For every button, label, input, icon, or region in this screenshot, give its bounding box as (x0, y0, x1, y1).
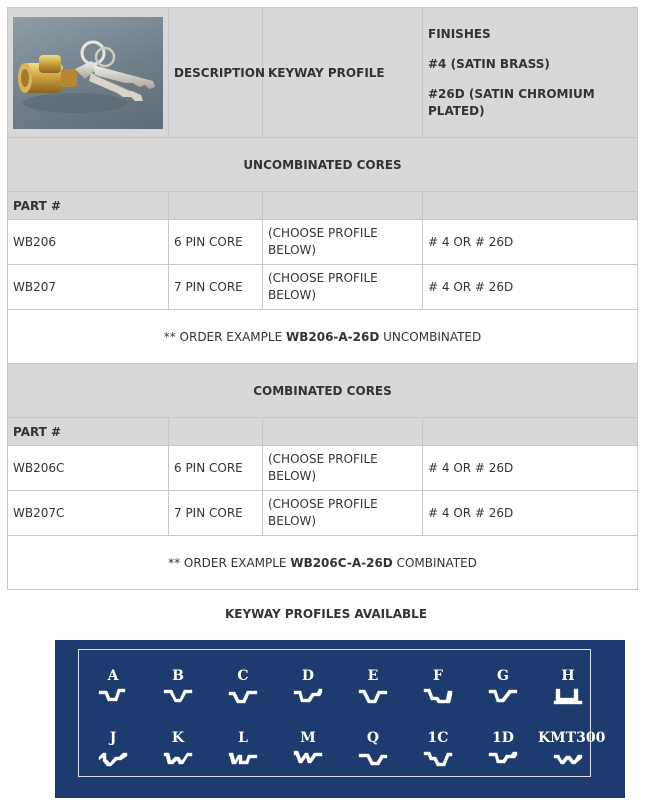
finishes-label: FINISHES (428, 26, 491, 41)
combinated-section-row (8, 364, 638, 418)
table-row (8, 446, 638, 491)
keyway-profile-label: F (433, 668, 443, 684)
keyway-profile-j (83, 730, 143, 769)
keyway-profile-label: D (301, 668, 315, 684)
keyway-profile-label: K (171, 730, 185, 746)
part-finish: # 4 OR # 26D (423, 265, 638, 310)
finish-satin-brass: #4 (SATIN BRASS) (428, 56, 550, 71)
uncombinated-part-header-row (8, 192, 638, 220)
keyway-profile-label: E (367, 668, 379, 684)
keyway-profile-shape (422, 685, 454, 707)
keyway-profile-q (343, 730, 403, 769)
part-profile: (CHOOSE PROFILE BELOW) (263, 265, 423, 310)
keyway-profiles-panel (55, 640, 625, 798)
keyway-profile-1d (473, 730, 533, 769)
keyway-profile-header: KEYWAY PROFILE (263, 8, 423, 138)
part-description: 7 PIN CORE (169, 265, 263, 310)
part-finish: # 4 OR # 26D (423, 220, 638, 265)
keyway-profiles-frame (78, 649, 606, 777)
keyway-profile-shape (552, 685, 584, 707)
part-number-header: PART # (8, 418, 169, 446)
order-example-suffix: COMBINATED (392, 555, 477, 570)
keyway-profile-label: B (172, 668, 184, 684)
keyway-profile-shape (422, 747, 454, 769)
keyway-profile-label: C (237, 668, 249, 684)
keyway-profile-shape (162, 685, 194, 707)
keyway-profile-k (148, 730, 208, 769)
keyway-profile-1c (408, 730, 468, 769)
order-example-suffix: UNCOMBINATED (379, 329, 482, 344)
combinated-part-header-row (8, 418, 638, 446)
keyway-profile-shape (292, 747, 324, 769)
part-number-header: PART # (8, 192, 169, 220)
keyway-profile-f (408, 668, 468, 707)
keyway-profile-label: 1C (427, 730, 449, 746)
keyway-profile-l (213, 730, 273, 769)
uncombinated-section-title: UNCOMBINATED CORES (8, 138, 638, 192)
keyway-profile-label: A (107, 668, 119, 684)
keyway-profile-shape (97, 685, 129, 707)
keyway-profile-label: H (561, 668, 575, 684)
keyway-profile-a (83, 668, 143, 707)
keyway-profile-label: L (238, 730, 248, 746)
keyway-profile-shape (357, 685, 389, 707)
keyway-profile-g (473, 668, 533, 707)
keyway-profile-label: KMT300 (538, 730, 606, 746)
keyway-profile-shape (487, 747, 519, 769)
part-description: 6 PIN CORE (169, 446, 263, 491)
product-table (7, 7, 638, 590)
table-row (8, 265, 638, 310)
keyway-profile-shape (552, 747, 584, 769)
finishes-header (423, 8, 638, 138)
keyway-profile-shape (227, 747, 259, 769)
part-number: WB207C (8, 491, 169, 536)
keyway-profile-shape (162, 747, 194, 769)
part-profile: (CHOOSE PROFILE BELOW) (263, 491, 423, 536)
keyway-profile-kmt300 (538, 730, 606, 769)
header-row (8, 8, 638, 138)
order-example-code: WB206C-A-26D (290, 555, 393, 570)
uncombinated-order-example-row (8, 310, 638, 364)
keyway-profile-shape (227, 685, 259, 707)
keyway-profile-shape (487, 685, 519, 707)
part-number: WB206C (8, 446, 169, 491)
combinated-section-title: COMBINATED CORES (8, 364, 638, 418)
table-row (8, 220, 638, 265)
order-example (8, 536, 638, 590)
finish-satin-chromium: #26D (SATIN CHROMIUM PLATED) (428, 86, 595, 118)
order-example-prefix: ** ORDER EXAMPLE (163, 329, 286, 344)
part-profile: (CHOOSE PROFILE BELOW) (263, 446, 423, 491)
key-core-image (13, 17, 163, 129)
keyway-profile-shape (292, 685, 324, 707)
table-row (8, 491, 638, 536)
keyway-profiles-title: KEYWAY PROFILES AVAILABLE (224, 607, 428, 621)
keyway-profile-b (148, 668, 208, 707)
part-number: WB206 (8, 220, 169, 265)
keyway-profile-c (213, 668, 273, 707)
part-description: 6 PIN CORE (169, 220, 263, 265)
keyway-profile-label: J (109, 730, 117, 746)
keyway-profile-h (538, 668, 598, 707)
part-profile: (CHOOSE PROFILE BELOW) (263, 220, 423, 265)
keyway-profile-label: 1D (492, 730, 514, 746)
keyway-profile-d (278, 668, 338, 707)
order-example-code: WB206-A-26D (285, 329, 380, 344)
part-finish: # 4 OR # 26D (423, 446, 638, 491)
part-finish: # 4 OR # 26D (423, 491, 638, 536)
description-header: DESCRIPTION (169, 8, 263, 138)
part-description: 7 PIN CORE (169, 491, 263, 536)
part-number: WB207 (8, 265, 169, 310)
uncombinated-section-row (8, 138, 638, 192)
keyway-profile-m (278, 730, 338, 769)
keyway-profile-shape (357, 747, 389, 769)
order-example (8, 310, 638, 364)
combinated-order-example-row (8, 536, 638, 590)
product-photo (13, 17, 163, 129)
keyway-profile-e (343, 668, 403, 707)
keyway-profile-label: Q (366, 730, 380, 746)
keyway-profile-label: M (300, 730, 316, 746)
photo-cell (8, 8, 169, 138)
keyway-profile-shape (97, 747, 129, 769)
keyway-profile-label: G (497, 668, 509, 684)
order-example-prefix: ** ORDER EXAMPLE (168, 555, 291, 570)
